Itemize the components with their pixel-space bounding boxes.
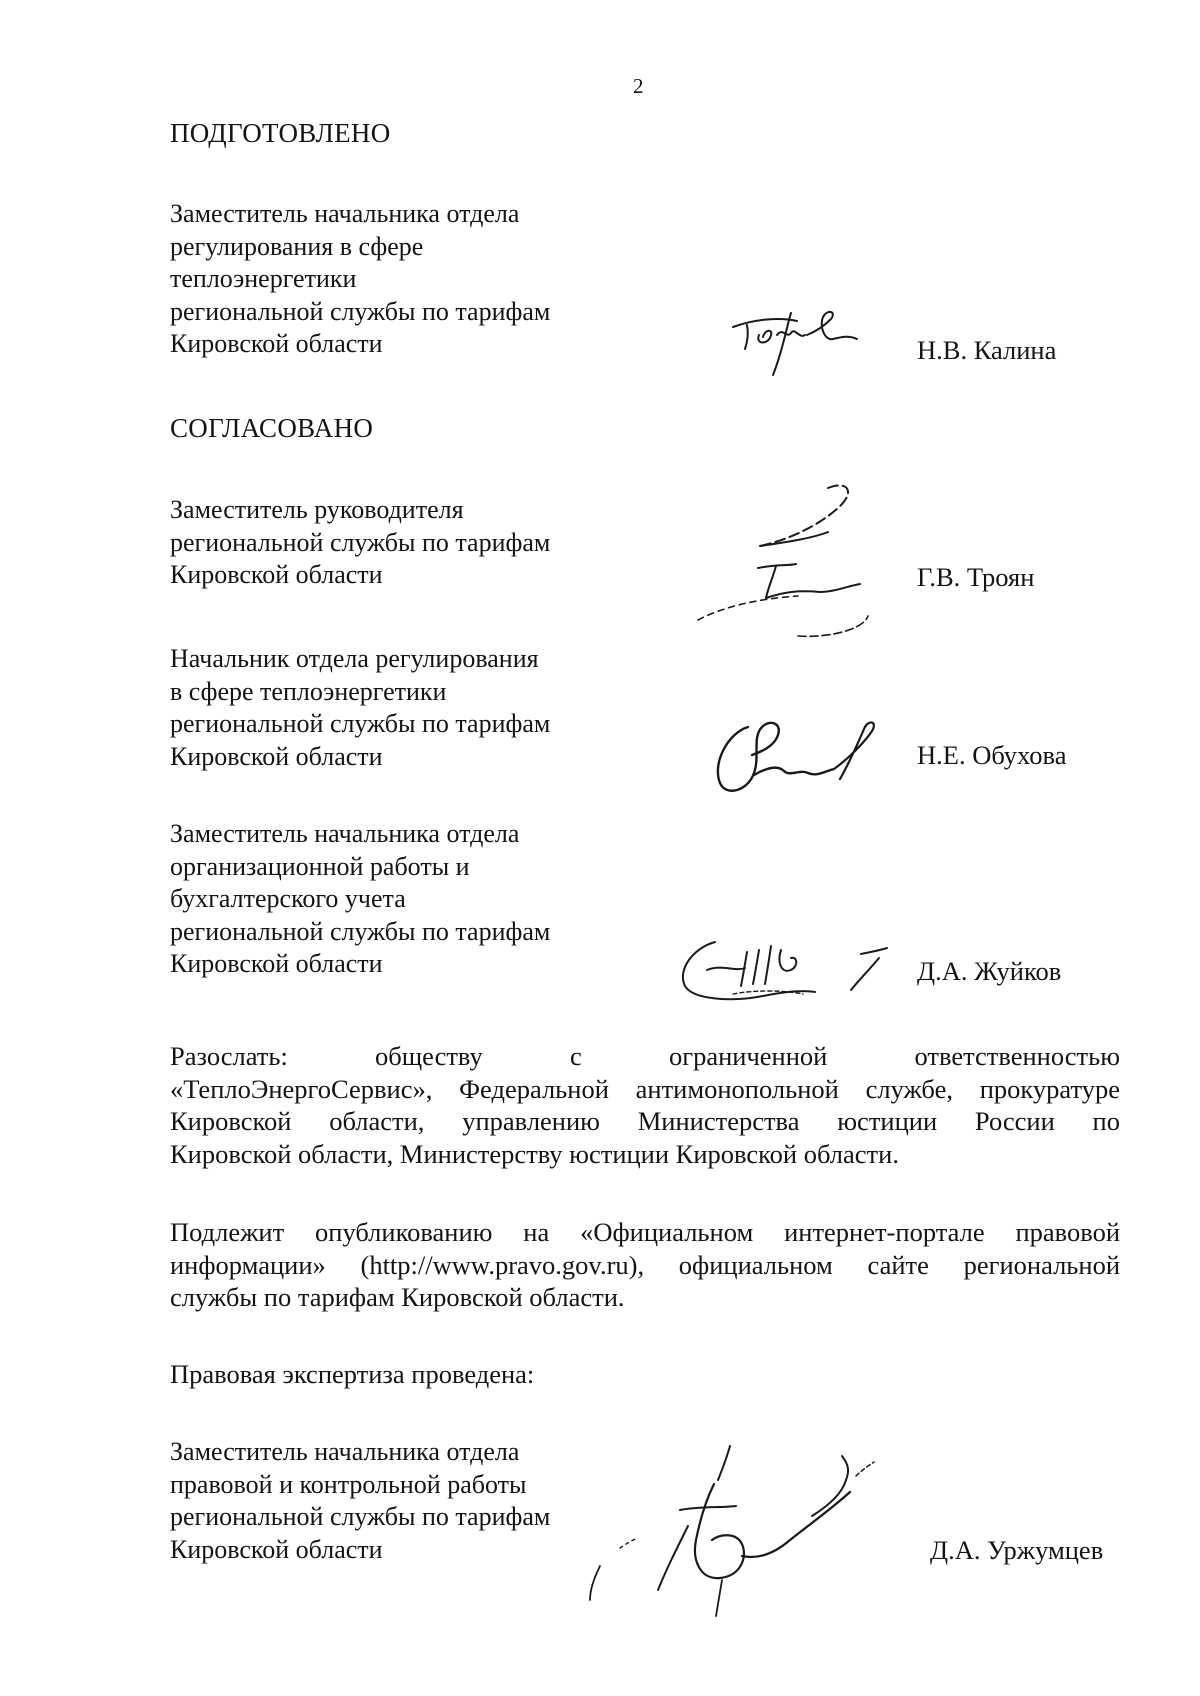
position-line: правовой и контрольной работы <box>170 1469 527 1499</box>
signer-position <box>170 643 550 773</box>
position-line: региональной службы по тарифам <box>170 1502 551 1531</box>
signer-name: Г.В. Троян <box>917 562 1035 592</box>
signer-position <box>170 494 550 592</box>
publication-line: информации» (http://www.pravo.gov.ru), официальном сайте региональной <box>170 1249 1120 1280</box>
position-line: Кировской области <box>170 741 383 771</box>
signature-troyan <box>688 480 913 650</box>
position-line: теплоэнергетики <box>170 264 357 293</box>
position-line: бухгалтерского учета <box>170 884 406 913</box>
signature-kalina <box>725 305 875 385</box>
position-line: региональной службы по тарифам <box>170 296 551 326</box>
distribution-line: Кировской области, Министерству юстиции Кировской области. <box>170 1138 899 1169</box>
signer-name: Д.А. Уржумцев <box>930 1535 1104 1565</box>
signer-position <box>170 818 550 981</box>
signature-zhuykov <box>673 930 913 1010</box>
agreed-heading: СОГЛАСОВАНО <box>170 413 374 443</box>
distribution-line: «ТеплоЭнергоСервис», Федеральной антимонопольной службе, прокуратуре <box>170 1073 1120 1104</box>
publication-line: службы по тарифам Кировской области. <box>170 1282 625 1312</box>
signature-obukhova <box>708 713 888 798</box>
position-line: региональной службы по тарифам <box>170 527 551 557</box>
publication-line: Подлежит опубликованию на «Официальном интернет-портале правовой <box>170 1217 1120 1247</box>
position-line: Заместитель начальника отдела <box>170 819 520 848</box>
signature-urzhumtsev <box>580 1440 890 1625</box>
position-line: Начальник отдела регулирования <box>170 644 539 673</box>
signer-name: Н.Е. Обухова <box>917 740 1067 770</box>
position-line: Заместитель начальника отдела <box>170 1437 520 1466</box>
position-line: регулирования в сфере <box>170 231 424 261</box>
page-number: 2 <box>633 74 644 98</box>
legal-review-label: Правовая экспертиза проведена: <box>170 1359 535 1389</box>
position-line: Заместитель начальника отдела <box>170 199 520 228</box>
position-line: региональной службы по тарифам <box>170 916 551 946</box>
position-line: Кировской области <box>170 560 383 589</box>
prepared-heading: ПОДГОТОВЛЕНО <box>170 118 391 148</box>
position-line: в сфере теплоэнергетики <box>170 676 447 706</box>
distribution-line: Кировской области, управлению Министерства юстиции России по <box>170 1106 1120 1136</box>
distribution-paragraph <box>170 1040 1120 1170</box>
position-line: Заместитель руководителя <box>170 495 464 524</box>
position-line: Кировской области <box>170 329 383 358</box>
position-line: Кировской области <box>170 949 383 978</box>
signer-name: Н.В. Калина <box>917 335 1057 365</box>
publication-paragraph <box>170 1216 1120 1314</box>
signer-name: Д.А. Жуйков <box>917 956 1062 986</box>
position-line: региональной службы по тарифам <box>170 709 551 738</box>
position-line: организационной работы и <box>170 851 470 881</box>
position-line: Кировской области <box>170 1534 383 1564</box>
distribution-line: Разослать: обществу с ограниченной ответственностью <box>170 1041 1120 1071</box>
prepared-position <box>170 198 550 361</box>
legal-review-position <box>170 1436 550 1566</box>
